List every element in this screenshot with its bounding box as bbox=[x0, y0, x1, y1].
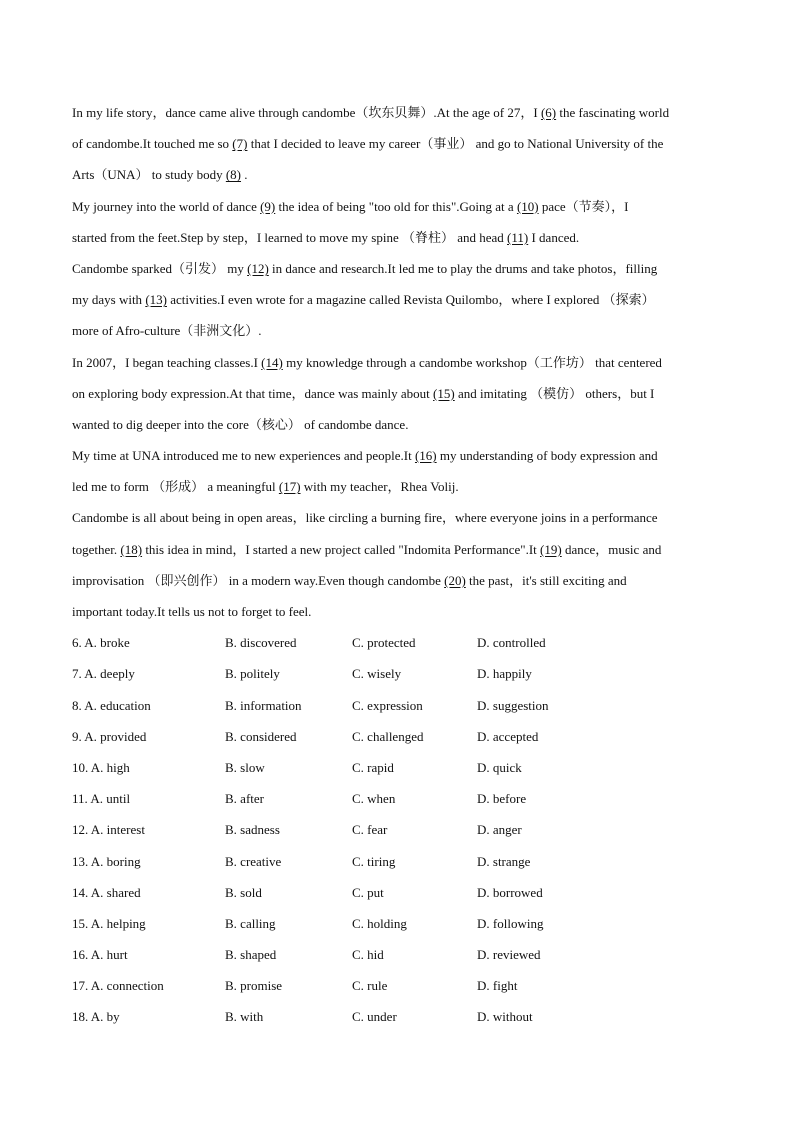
text-line bbox=[72, 534, 722, 565]
blank-number: (17) bbox=[278, 479, 301, 495]
text-line bbox=[72, 502, 722, 533]
question-row bbox=[72, 721, 722, 752]
text-segment: the past，it's still exciting and bbox=[465, 572, 627, 588]
text-segment: In my life story，dance came alive through candombe（坎东贝舞）.At the age of 27，I bbox=[72, 105, 541, 120]
text-segment: . bbox=[241, 167, 248, 183]
option-b: B. politely bbox=[225, 666, 280, 682]
text-segment: pace（节奏），I bbox=[538, 198, 629, 214]
option-a bbox=[72, 814, 145, 845]
option-b: B. after bbox=[225, 791, 264, 807]
option-d: D. happily bbox=[477, 666, 532, 682]
text-segment: the idea of being "too old for this".Going at a bbox=[275, 198, 517, 214]
blank-number: (19) bbox=[540, 541, 562, 557]
text-segment: My time at UNA introduced me to new experiences and people.It bbox=[72, 448, 415, 464]
option-text: A. education bbox=[84, 697, 151, 713]
option-c: C. put bbox=[352, 884, 384, 900]
option-b: B. information bbox=[225, 697, 302, 713]
blank-number: (8) bbox=[225, 167, 242, 183]
paragraph bbox=[72, 440, 722, 502]
text-segment: the fascinating world bbox=[556, 105, 670, 120]
text-segment: of candombe.It touched me so bbox=[72, 136, 233, 152]
option-text: A. deeply bbox=[84, 666, 135, 682]
option-c: C. under bbox=[352, 1009, 397, 1025]
option-text: A. provided bbox=[84, 728, 147, 744]
option-b: B. slow bbox=[225, 759, 265, 775]
option-c: C. rule bbox=[352, 978, 388, 994]
text-segment: and imitating （模仿） others，but I bbox=[454, 385, 655, 401]
text-segment: in dance and research.It led me to play the drums and take photos，filling bbox=[268, 260, 658, 276]
text-segment: In 2007，I began teaching classes.I bbox=[72, 354, 262, 370]
question-row bbox=[72, 908, 722, 939]
blank-number: (6) bbox=[540, 105, 557, 120]
option-a bbox=[72, 1001, 120, 1032]
option-text: A. helping bbox=[90, 915, 146, 931]
question-row bbox=[72, 627, 722, 658]
option-text: A. broke bbox=[84, 635, 130, 651]
option-d: D. before bbox=[477, 791, 527, 807]
paragraph bbox=[72, 191, 722, 253]
option-b: B. promise bbox=[225, 978, 283, 994]
question-number: 9. bbox=[72, 728, 82, 744]
option-a bbox=[72, 846, 141, 877]
paragraph bbox=[72, 347, 722, 441]
paragraph bbox=[72, 253, 722, 347]
option-b: B. creative bbox=[225, 853, 282, 869]
blank-number: (7) bbox=[232, 136, 248, 152]
option-b: B. discovered bbox=[225, 635, 297, 651]
option-d: D. suggestion bbox=[477, 697, 549, 713]
text-segment: important today.It tells us not to forget to feel. bbox=[72, 604, 312, 619]
question-number: 18. bbox=[72, 1009, 89, 1025]
blank-number: (16) bbox=[414, 448, 437, 464]
option-c: C. holding bbox=[352, 915, 407, 931]
question-number: 10. bbox=[72, 759, 89, 775]
answer-options bbox=[72, 627, 722, 1032]
option-d: D. without bbox=[477, 1009, 533, 1025]
option-text: A. until bbox=[90, 791, 131, 807]
option-text: A. high bbox=[90, 759, 130, 775]
text-line bbox=[72, 471, 722, 502]
option-a bbox=[72, 939, 128, 970]
option-b: B. sold bbox=[225, 884, 262, 900]
blank-number: (10) bbox=[516, 198, 539, 214]
question-number: 17. bbox=[72, 978, 89, 994]
blank-number: (14) bbox=[261, 354, 283, 370]
text-line bbox=[72, 565, 722, 596]
option-d: D. quick bbox=[477, 759, 522, 775]
text-line bbox=[72, 253, 722, 284]
option-d: D. following bbox=[477, 915, 544, 931]
text-segment: led me to form （形成） a meaningful bbox=[72, 479, 279, 495]
question-number: 14. bbox=[72, 884, 89, 900]
question-row bbox=[72, 690, 722, 721]
option-c: C. wisely bbox=[352, 666, 402, 682]
question-row bbox=[72, 846, 722, 877]
option-text: A. connection bbox=[90, 978, 164, 994]
text-line bbox=[72, 128, 722, 159]
option-d: D. strange bbox=[477, 853, 531, 869]
option-a bbox=[72, 970, 164, 1001]
option-b: B. sadness bbox=[225, 822, 280, 838]
text-segment: I danced. bbox=[528, 229, 580, 245]
cloze-passage bbox=[72, 97, 722, 627]
document-page bbox=[72, 97, 722, 1033]
option-a bbox=[72, 752, 130, 783]
option-b: B. with bbox=[225, 1009, 264, 1025]
option-a bbox=[72, 627, 130, 658]
paragraph bbox=[72, 502, 722, 627]
text-segment: my days with bbox=[72, 292, 146, 308]
blank-number: (18) bbox=[120, 541, 143, 557]
text-segment: my understanding of body expression and bbox=[436, 448, 658, 464]
question-number: 8. bbox=[72, 697, 82, 713]
option-text: A. shared bbox=[90, 884, 141, 900]
text-line bbox=[72, 159, 722, 190]
text-segment: Arts（UNA） to study body bbox=[72, 167, 226, 183]
option-a bbox=[72, 658, 135, 689]
text-segment: wanted to dig deeper into the core（核心） of candombe dance. bbox=[72, 416, 409, 432]
text-segment: improvisation （即兴创作） in a modern way.Even though candombe bbox=[72, 572, 445, 588]
option-b: B. shaped bbox=[225, 947, 277, 963]
option-c: C. expression bbox=[352, 697, 423, 713]
question-number: 6. bbox=[72, 635, 82, 651]
option-d: D. fight bbox=[477, 978, 518, 994]
text-segment: dance，music and bbox=[561, 541, 662, 557]
question-row bbox=[72, 752, 722, 783]
option-text: A. hurt bbox=[90, 947, 128, 963]
option-a bbox=[72, 690, 151, 721]
option-d: D. accepted bbox=[477, 728, 539, 744]
text-segment: on exploring body expression.At that time，dance was mainly about bbox=[72, 385, 434, 401]
text-segment: this idea in mind，I started a new project called "Indomita Performance".It bbox=[142, 541, 541, 557]
option-text: A. boring bbox=[90, 853, 141, 869]
text-segment: with my teacher，Rhea Volij. bbox=[300, 479, 459, 495]
text-segment: Candombe sparked（引发） my bbox=[72, 260, 248, 276]
question-number: 16. bbox=[72, 947, 89, 963]
option-a bbox=[72, 783, 130, 814]
option-c: C. challenged bbox=[352, 728, 424, 744]
option-c: C. hid bbox=[352, 947, 384, 963]
blank-number: (15) bbox=[433, 385, 455, 401]
question-row bbox=[72, 814, 722, 845]
question-row bbox=[72, 658, 722, 689]
text-segment: more of Afro-culture（非洲文化）. bbox=[72, 323, 262, 339]
question-row bbox=[72, 877, 722, 908]
paragraph bbox=[72, 97, 722, 191]
blank-number: (13) bbox=[145, 292, 167, 308]
option-d: D. reviewed bbox=[477, 947, 541, 963]
question-number: 11. bbox=[72, 791, 88, 807]
option-b: B. considered bbox=[225, 728, 297, 744]
text-segment: my knowledge through a candombe workshop（工作坊） that centered bbox=[282, 354, 662, 370]
blank-number: (11) bbox=[507, 229, 529, 245]
text-line bbox=[72, 596, 722, 627]
option-a bbox=[72, 877, 141, 908]
text-segment: activities.I even wrote for a magazine called Revista Quilombo，where I explored （探索） bbox=[166, 292, 655, 308]
option-c: C. when bbox=[352, 791, 396, 807]
text-line bbox=[72, 347, 722, 378]
text-segment: started from the feet.Step by step，I learned to move my spine （脊柱） and head bbox=[72, 229, 508, 245]
text-segment: that I decided to leave my career（事业） and go to National University of the bbox=[247, 136, 664, 152]
text-line bbox=[72, 284, 722, 315]
blank-number: (9) bbox=[260, 198, 276, 214]
text-line bbox=[72, 97, 722, 128]
option-b: B. calling bbox=[225, 915, 276, 931]
option-d: D. anger bbox=[477, 822, 522, 838]
blank-number: (20) bbox=[444, 572, 466, 588]
question-number: 13. bbox=[72, 853, 89, 869]
text-line bbox=[72, 409, 722, 440]
question-row bbox=[72, 939, 722, 970]
option-d: D. controlled bbox=[477, 635, 546, 651]
option-text: A. interest bbox=[90, 822, 145, 838]
option-d: D. borrowed bbox=[477, 884, 543, 900]
text-segment: Candombe is all about being in open areas，like circling a burning fire，where everyone joins in a performance bbox=[72, 510, 658, 526]
blank-number: (12) bbox=[247, 260, 269, 276]
option-a bbox=[72, 908, 146, 939]
text-segment: together. bbox=[72, 541, 121, 557]
text-segment: My journey into the world of dance bbox=[72, 198, 261, 214]
option-c: C. tiring bbox=[352, 853, 396, 869]
question-row bbox=[72, 783, 722, 814]
option-c: C. rapid bbox=[352, 759, 394, 775]
text-line bbox=[72, 191, 722, 222]
question-number: 7. bbox=[72, 666, 82, 682]
text-line bbox=[72, 440, 722, 471]
option-a bbox=[72, 721, 146, 752]
text-line bbox=[72, 378, 722, 409]
option-c: C. protected bbox=[352, 635, 416, 651]
question-row bbox=[72, 970, 722, 1001]
question-number: 12. bbox=[72, 822, 89, 838]
question-row bbox=[72, 1001, 722, 1032]
option-c: C. fear bbox=[352, 822, 388, 838]
question-number: 15. bbox=[72, 915, 89, 931]
text-line bbox=[72, 222, 722, 253]
text-line bbox=[72, 315, 722, 346]
option-text: A. by bbox=[90, 1009, 120, 1025]
